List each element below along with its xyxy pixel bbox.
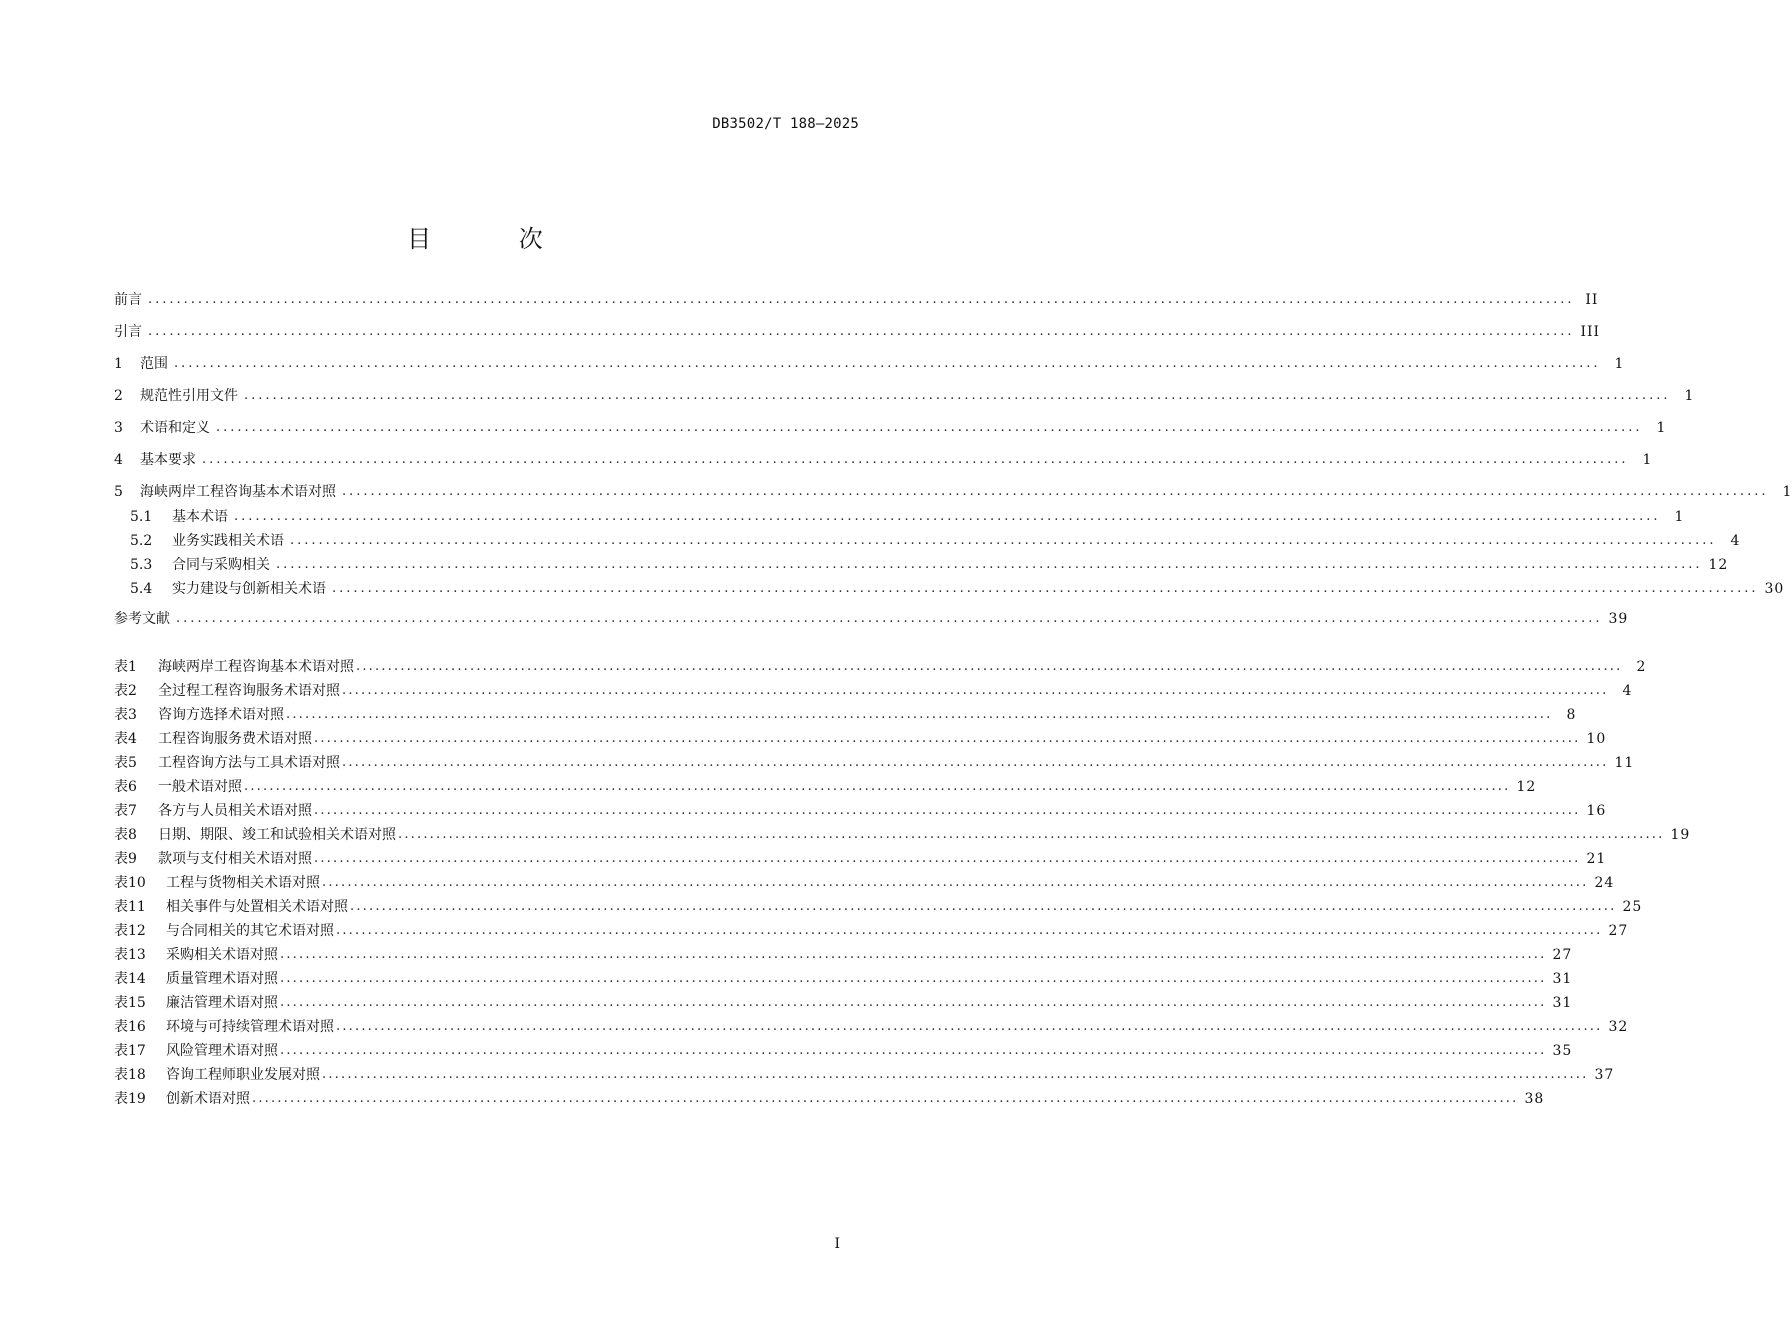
toc-entry-title: 廉洁管理术语对照 (166, 995, 278, 1011)
toc-entry-number: 表11 (114, 899, 146, 915)
toc-entry-label (114, 609, 170, 629)
toc-page-number: 11 (1614, 755, 1635, 771)
toc-entry-number: 表6 (114, 779, 137, 795)
toc-table-entry[interactable] (114, 753, 1635, 773)
document-code: DB3502/T 188—2025 (712, 116, 859, 132)
toc-page-number: 16 (1586, 803, 1607, 819)
toc-leader-dots: ........................................................................................................................................................................................................ (280, 971, 1547, 986)
toc-page-number: 1 (1614, 356, 1625, 372)
toc-page-number: 30 (1764, 581, 1785, 597)
toc-entry-label (114, 579, 326, 599)
toc-leader-dots: ........................................................................................................................................................................................................ (276, 557, 1703, 572)
toc-entry-title: 基本术语 (172, 509, 228, 525)
toc-section-entry[interactable] (114, 290, 1599, 310)
toc-leader-dots: ........................................................................................................................................................................................................ (234, 509, 1661, 524)
toc-entry-number: 表9 (114, 851, 137, 867)
toc-entry-label (114, 945, 278, 965)
toc-leader-dots: ........................................................................................................................................................................................................ (286, 707, 1553, 722)
toc-entry-label (114, 921, 334, 941)
toc-page-number: 4 (1730, 533, 1741, 549)
toc-entry-title: 业务实践相关术语 (172, 533, 284, 549)
toc-leader-dots: ........................................................................................................................................................................................................ (148, 324, 1575, 339)
toc-entry-label (114, 1065, 320, 1085)
toc-leader-dots: ........................................................................................................................................................................................................ (216, 420, 1643, 435)
toc-leader-dots: ........................................................................................................................................................................................................ (314, 803, 1581, 818)
toc-section-entry[interactable] (114, 531, 1741, 551)
toc-table-entry[interactable] (114, 1017, 1629, 1037)
toc-section-entry[interactable] (114, 386, 1695, 406)
toc-entry-title: 基本要求 (140, 452, 196, 468)
toc-entry-number: 表14 (114, 971, 146, 987)
toc-table-entry[interactable] (114, 849, 1607, 869)
toc-entry-label (114, 290, 142, 310)
toc-entry-title: 咨询方选择术语对照 (158, 707, 284, 723)
toc-leader-dots: ........................................................................................................................................................................................................ (148, 292, 1575, 307)
toc-leader-dots: ........................................................................................................................................................................................................ (202, 452, 1629, 467)
toc-section-entry[interactable] (114, 450, 1653, 470)
toc-entry-label (114, 993, 278, 1013)
toc-entry-title: 引言 (114, 324, 142, 340)
toc-entry-title: 款项与支付相关术语对照 (158, 851, 312, 867)
toc-leader-dots: ........................................................................................................................................................................................................ (350, 899, 1617, 914)
toc-entry-label (114, 777, 242, 797)
toc-leader-dots: ........................................................................................................................................................................................................ (314, 851, 1581, 866)
toc-page-number: 12 (1516, 779, 1537, 795)
toc-leader-dots: ........................................................................................................................................................................................................ (342, 484, 1769, 499)
toc-entry-number: 表3 (114, 707, 137, 723)
toc-entry-title: 工程咨询服务费术语对照 (158, 731, 312, 747)
toc-page-number: 4 (1622, 683, 1633, 699)
toc-entry-number: 4 (114, 452, 123, 468)
toc-entry-number: 表8 (114, 827, 137, 843)
toc-entry-label (114, 729, 312, 749)
toc-entry-number: 表13 (114, 947, 146, 963)
toc-page-number: 27 (1608, 923, 1629, 939)
toc-entry-number: 5.4 (130, 581, 153, 597)
toc-page-number: 35 (1552, 1043, 1573, 1059)
toc-section-entry[interactable] (114, 322, 1601, 342)
toc-entry-label (114, 753, 340, 773)
toc-entry-label (114, 1041, 278, 1061)
toc-table-entry[interactable] (114, 681, 1633, 701)
toc-entry-number: 5.3 (130, 557, 153, 573)
toc-section-entry[interactable] (114, 354, 1625, 374)
toc-leader-dots: ........................................................................................................................................................................................................ (280, 1043, 1547, 1058)
toc-entry-label (114, 354, 168, 374)
toc-entry-title: 日期、期限、竣工和试验相关术语对照 (158, 827, 396, 843)
toc-page-number: 12 (1708, 557, 1729, 573)
toc-entry-title: 工程咨询方法与工具术语对照 (158, 755, 340, 771)
toc-leader-dots: ........................................................................................................................................................................................................ (336, 1019, 1603, 1034)
toc-leader-dots: ........................................................................................................................................................................................................ (244, 779, 1511, 794)
toc-entry-number: 2 (114, 388, 123, 404)
toc-entry-label (114, 531, 284, 551)
toc-entry-number: 表12 (114, 923, 146, 939)
toc-entry-label (114, 849, 312, 869)
toc-entry-title: 风险管理术语对照 (166, 1043, 278, 1059)
toc-table-entry[interactable] (114, 969, 1573, 989)
toc-table-entry[interactable] (114, 1089, 1545, 1109)
toc-section-entry[interactable] (114, 609, 1629, 629)
toc-entry-label (114, 507, 228, 527)
toc-table-entry[interactable] (114, 801, 1607, 821)
toc-table-entry[interactable] (114, 657, 1647, 677)
toc-entry-number: 表2 (114, 683, 137, 699)
toc-entry-label (114, 801, 312, 821)
toc-table-entry[interactable] (114, 993, 1573, 1013)
toc-page-number: 38 (1524, 1091, 1545, 1107)
toc-leader-dots: ........................................................................................................................................................................................................ (336, 923, 1603, 938)
toc-entry-label (114, 825, 396, 845)
toc-entry-title: 与合同相关的其它术语对照 (166, 923, 334, 939)
toc-section-entry[interactable] (114, 418, 1667, 438)
toc-entry-number: 表18 (114, 1067, 146, 1083)
toc-entry-number: 5 (114, 484, 123, 500)
toc-leader-dots: ........................................................................................................................................................................................................ (322, 1067, 1589, 1082)
toc-page-number: 10 (1586, 731, 1607, 747)
toc-section-entry[interactable] (114, 507, 1685, 527)
toc-page-number: 1 (1642, 452, 1653, 468)
toc-entry-title: 术语和定义 (140, 420, 210, 436)
toc-page-number: 2 (1636, 659, 1647, 675)
toc-table-entry[interactable] (114, 945, 1573, 965)
toc-entry-number: 1 (114, 356, 123, 372)
toc-page-number: 24 (1594, 875, 1615, 891)
toc-page-number: 25 (1622, 899, 1643, 915)
toc-page-number: 27 (1552, 947, 1573, 963)
toc-page-number: 1 (1674, 509, 1685, 525)
toc-page-number: II (1585, 292, 1599, 308)
toc-table-entry[interactable] (114, 729, 1607, 749)
toc-entry-label (114, 1017, 334, 1037)
toc-page-number: 1 (1684, 388, 1695, 404)
toc-entry-title: 合同与采购相关 (172, 557, 270, 573)
toc-leader-dots: ........................................................................................................................................................................................................ (356, 659, 1623, 674)
toc-entry-title: 海峡两岸工程咨询基本术语对照 (140, 484, 336, 500)
toc-entry-number: 表5 (114, 755, 137, 771)
toc-entry-title: 创新术语对照 (166, 1091, 250, 1107)
toc-entry-number: 表4 (114, 731, 137, 747)
toc-entry-label (114, 450, 196, 470)
toc-table-entry[interactable] (114, 873, 1615, 893)
toc-section-entry[interactable] (114, 579, 1785, 599)
toc-entry-title: 咨询工程师职业发展对照 (166, 1067, 320, 1083)
toc-entry-title: 范围 (140, 356, 168, 372)
toc-entry-label (114, 705, 284, 725)
toc-entry-label (114, 1089, 250, 1109)
toc-entry-number: 5.1 (130, 509, 153, 525)
toc-table-entry[interactable] (114, 825, 1691, 845)
toc-leader-dots: ........................................................................................................................................................................................................ (244, 388, 1671, 403)
toc-page-number: III (1580, 324, 1601, 340)
toc-section-entry[interactable] (114, 555, 1729, 575)
toc-entry-label (114, 897, 348, 917)
toc-entry-title: 实力建设与创新相关术语 (172, 581, 326, 597)
toc-table-entry[interactable] (114, 1065, 1615, 1085)
toc-entry-label (114, 969, 278, 989)
toc-page-number: 8 (1566, 707, 1577, 723)
toc-page-number: 32 (1608, 1019, 1629, 1035)
toc-leader-dots: ........................................................................................................................................................................................................ (280, 947, 1547, 962)
toc-table-entry[interactable] (114, 897, 1643, 917)
toc-page-number: 1 (1656, 420, 1667, 436)
toc-entry-title: 全过程工程咨询服务术语对照 (158, 683, 340, 699)
toc-table-entry[interactable] (114, 1041, 1573, 1061)
toc-leader-dots: ........................................................................................................................................................................................................ (174, 356, 1601, 371)
toc-entry-number: 表19 (114, 1091, 146, 1107)
toc-entry-title: 各方与人员相关术语对照 (158, 803, 312, 819)
toc-page-number: 19 (1670, 827, 1691, 843)
toc-page-number: 37 (1594, 1067, 1615, 1083)
toc-entry-label (114, 657, 354, 677)
toc-table-entry[interactable] (114, 921, 1629, 941)
toc-table-entry[interactable] (114, 705, 1577, 725)
toc-entry-label (114, 482, 336, 502)
toc-entry-number: 表10 (114, 875, 146, 891)
toc-entry-label (114, 322, 142, 342)
toc-leader-dots: ........................................................................................................................................................................................................ (342, 755, 1609, 770)
toc-leader-dots: ........................................................................................................................................................................................................ (252, 1091, 1519, 1106)
toc-leader-dots: ........................................................................................................................................................................................................ (314, 731, 1581, 746)
toc-title: 目 次 (407, 225, 583, 254)
toc-entry-number: 表15 (114, 995, 146, 1011)
toc-entry-title: 一般术语对照 (158, 779, 242, 795)
toc-leader-dots: ........................................................................................................................................................................................................ (176, 611, 1603, 626)
toc-page-number: 31 (1552, 995, 1573, 1011)
toc-entry-number: 5.2 (130, 533, 153, 549)
toc-entry-title: 采购相关术语对照 (166, 947, 278, 963)
toc-page-number: 31 (1552, 971, 1573, 987)
toc-entry-label (114, 873, 320, 893)
toc-entry-label (114, 418, 210, 438)
toc-entry-title: 规范性引用文件 (140, 388, 238, 404)
toc-entry-label (114, 386, 238, 406)
toc-entry-title: 质量管理术语对照 (166, 971, 278, 987)
toc-entry-title: 工程与货物相关术语对照 (166, 875, 320, 891)
toc-entry-title: 海峡两岸工程咨询基本术语对照 (158, 659, 354, 675)
toc-entry-number: 3 (114, 420, 123, 436)
toc-entry-label (114, 681, 340, 701)
toc-entry-number: 表16 (114, 1019, 146, 1035)
page-number: I (834, 1236, 840, 1252)
toc-entry-number: 表17 (114, 1043, 146, 1059)
toc-leader-dots: ........................................................................................................................................................................................................ (280, 995, 1547, 1010)
toc-entry-label (114, 555, 270, 575)
toc-entry-title: 环境与可持续管理术语对照 (166, 1019, 334, 1035)
toc-leader-dots: ........................................................................................................................................................................................................ (290, 533, 1717, 548)
toc-page-number: 1 (1782, 484, 1792, 500)
toc-leader-dots: ........................................................................................................................................................................................................ (342, 683, 1609, 698)
toc-entry-number: 表7 (114, 803, 137, 819)
toc-table-entry[interactable] (114, 777, 1537, 797)
toc-entry-title: 前言 (114, 292, 142, 308)
toc-entry-title: 参考文献 (114, 611, 170, 627)
toc-leader-dots: ........................................................................................................................................................................................................ (322, 875, 1589, 890)
toc-page-number: 39 (1608, 611, 1629, 627)
toc-page-number: 21 (1586, 851, 1607, 867)
toc-leader-dots: ........................................................................................................................................................................................................ (332, 581, 1759, 596)
toc-entry-title: 相关事件与处置相关术语对照 (166, 899, 348, 915)
toc-entry-number: 表1 (114, 659, 137, 675)
toc-section-entry[interactable] (114, 482, 1792, 502)
toc-leader-dots: ........................................................................................................................................................................................................ (398, 827, 1665, 842)
